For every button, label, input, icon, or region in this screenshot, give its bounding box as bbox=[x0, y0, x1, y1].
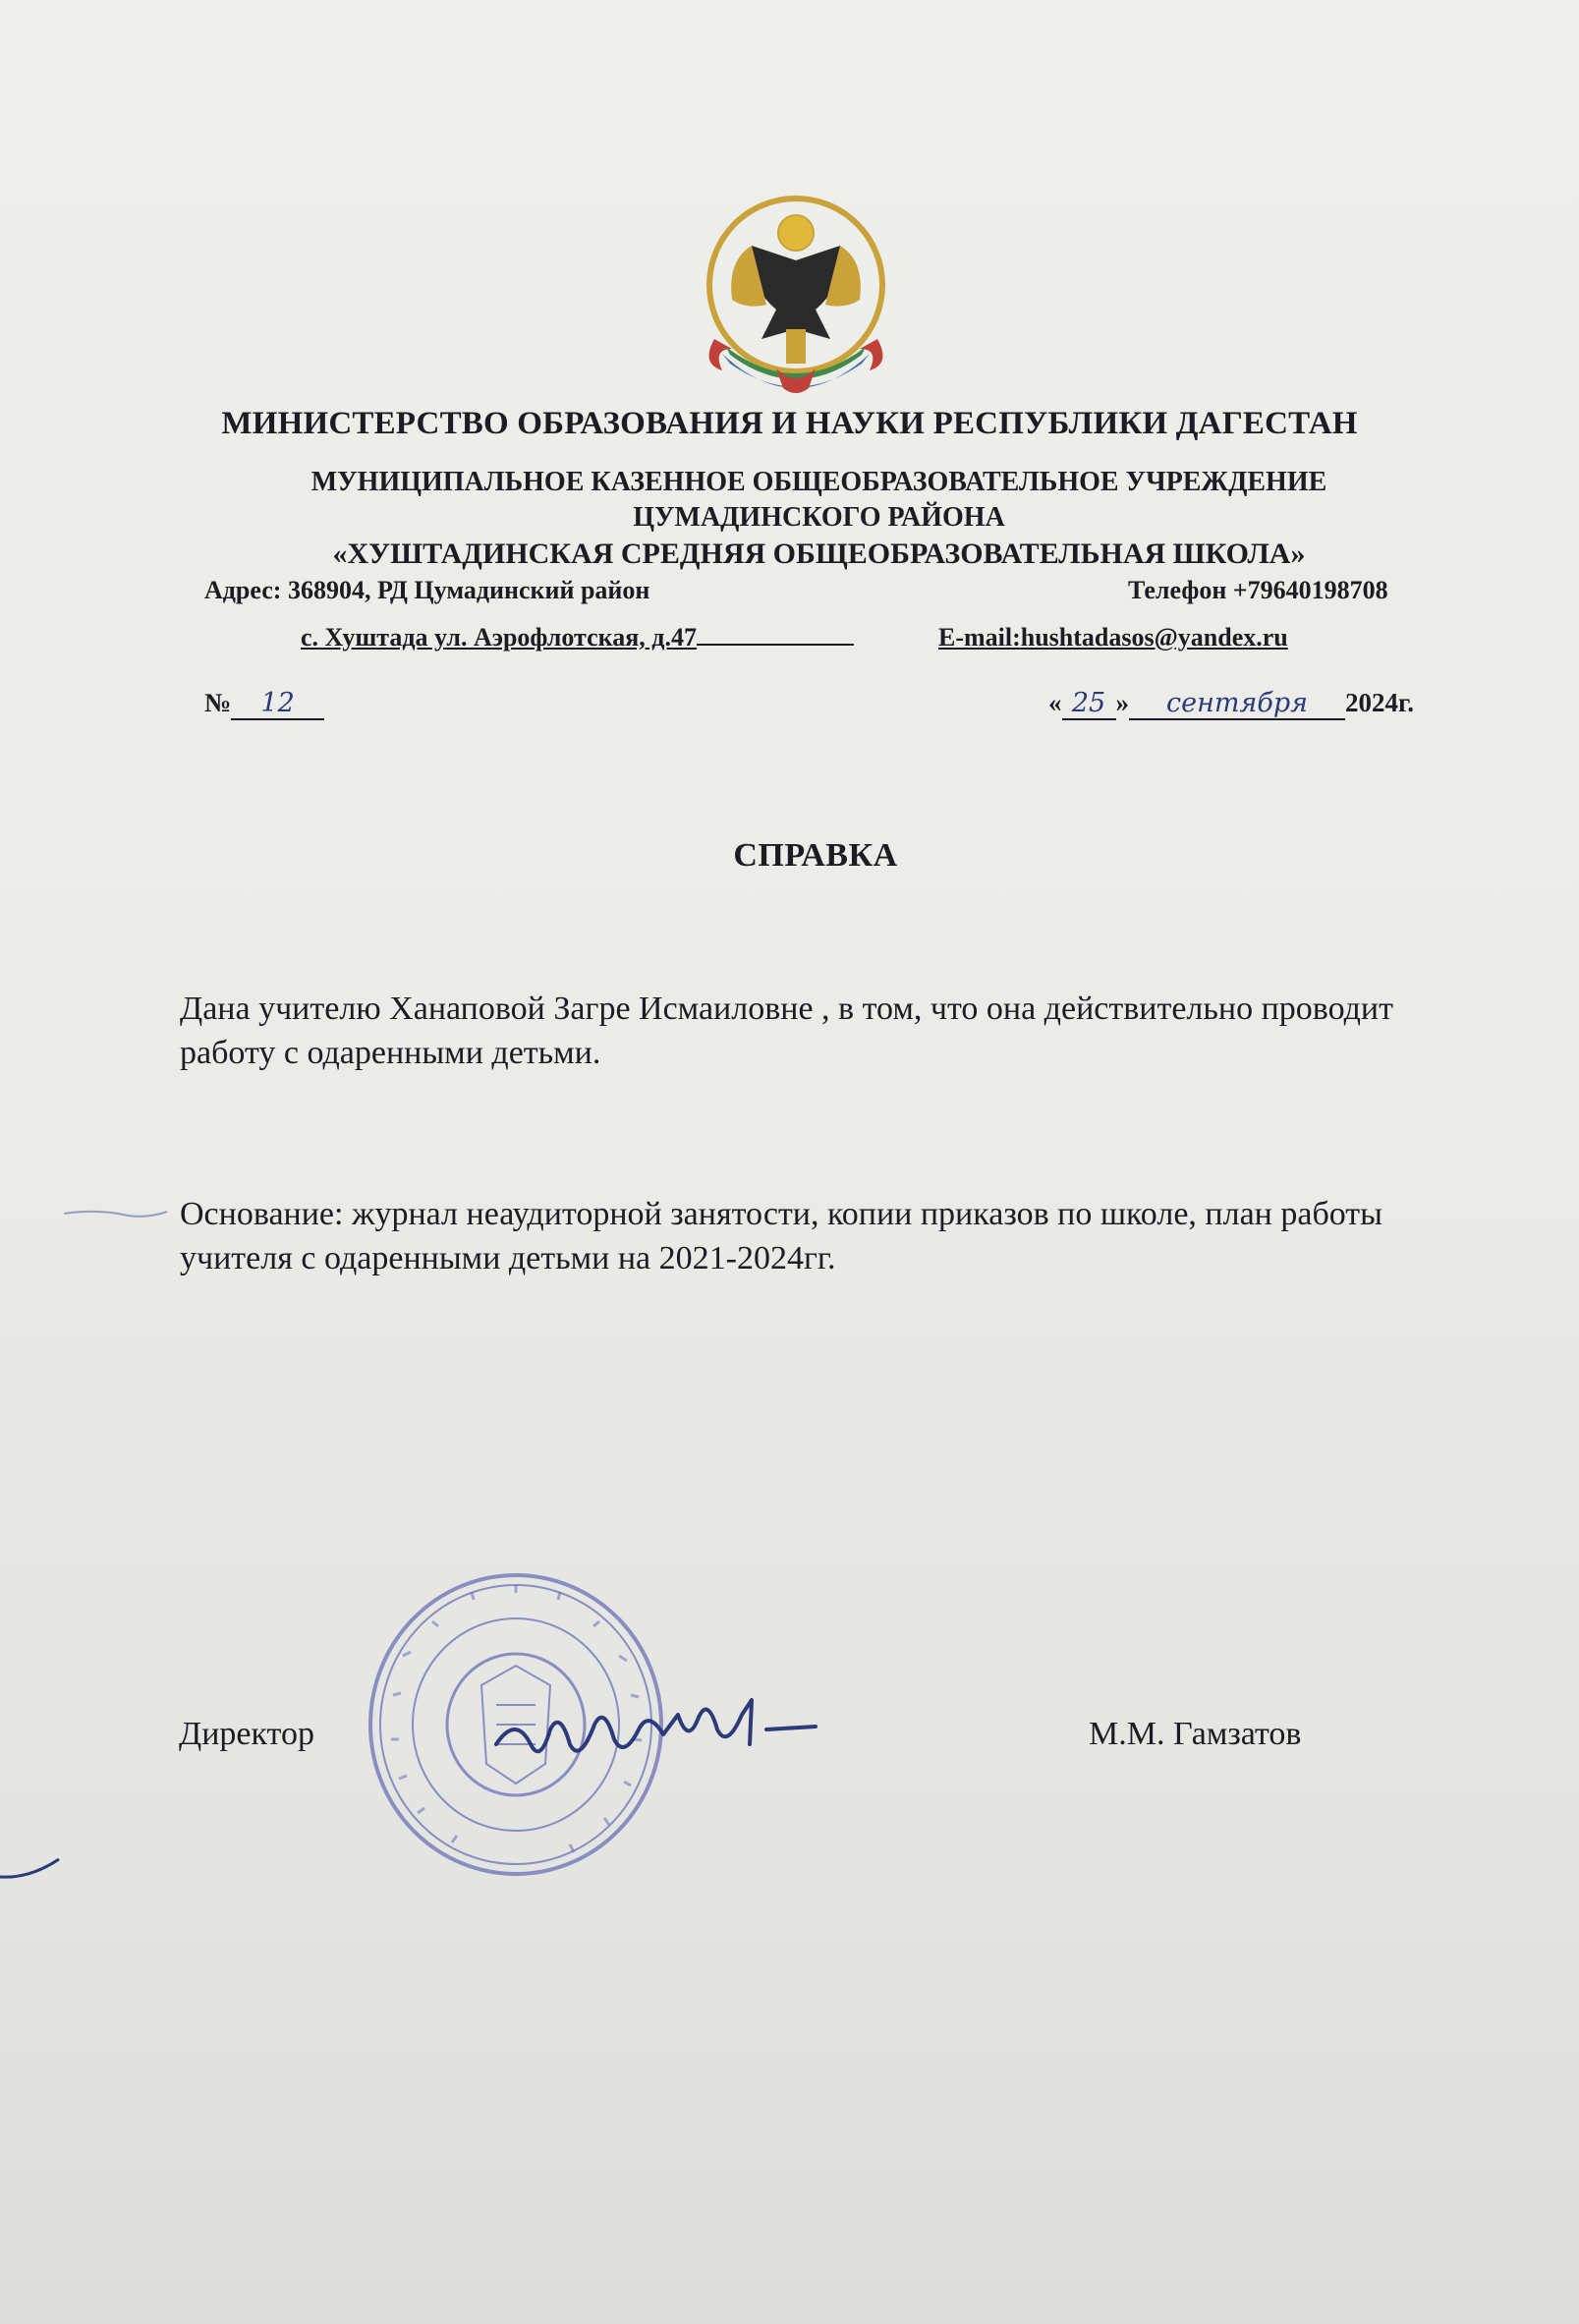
document-number bbox=[204, 688, 324, 720]
pen-mark-left bbox=[0, 1847, 69, 1887]
number-label: № bbox=[204, 688, 232, 717]
date-close-quote: » bbox=[1115, 688, 1129, 717]
date-day: 25 bbox=[1062, 688, 1116, 720]
pen-mark bbox=[59, 1194, 177, 1233]
basis-paragraph: Основание: журнал неаудиторной занятости, копии приказов по школе, план работы учителя с одаренными детьми на 2021-2024гг. bbox=[180, 1196, 1382, 1276]
institution-heading-line2: ЦУМАДИНСКОГО РАЙОНА bbox=[633, 502, 1005, 533]
document-date bbox=[1048, 688, 1414, 720]
director-signature bbox=[486, 1675, 899, 1784]
number-value: 12 bbox=[231, 688, 324, 720]
ministry-heading: МИНИСТЕРСТВО ОБРАЗОВАНИЯ И НАУКИ РЕСПУБЛИКИ ДАГЕСТАН bbox=[221, 406, 1358, 441]
email-line bbox=[938, 623, 1288, 652]
dagestan-coat-of-arms bbox=[693, 192, 899, 403]
school-name-heading: «ХУШТАДИНСКАЯ СРЕДНЯЯ ОБЩЕОБРАЗОВАТЕЛЬНАЯ ШКОЛА» bbox=[332, 538, 1306, 570]
date-year: 2024г. bbox=[1345, 688, 1414, 717]
certificate-body: Дана учителю Ханаповой Загре Исмаиловне , в том, что она действительно проводит работу с одаренными детьми. bbox=[180, 991, 1393, 1071]
date-open-quote: « bbox=[1048, 688, 1062, 717]
street-address: с. Хуштада ул. Аэрофлотская, д.47 bbox=[301, 623, 697, 652]
email-label: E-mail: bbox=[938, 623, 1021, 652]
phone-line: Телефон +79640198708 bbox=[1128, 576, 1388, 604]
signatory-role: Директор bbox=[179, 1716, 314, 1752]
date-month: сентября bbox=[1129, 688, 1345, 720]
address-line: Адрес: 368904, РД Цумадинский район bbox=[204, 576, 650, 604]
document-title: СПРАВКА bbox=[733, 837, 898, 874]
street-underline bbox=[697, 644, 854, 646]
email-address: hushtadasos@yandex.ru bbox=[1020, 623, 1288, 652]
street-line bbox=[301, 623, 854, 652]
signatory-name: М.М. Гамзатов bbox=[1089, 1716, 1302, 1752]
institution-heading-line1: МУНИЦИПАЛЬНОЕ КАЗЕННОЕ ОБЩЕОБРАЗОВАТЕЛЬНОЕ УЧРЕЖДЕНИЕ bbox=[310, 467, 1327, 497]
